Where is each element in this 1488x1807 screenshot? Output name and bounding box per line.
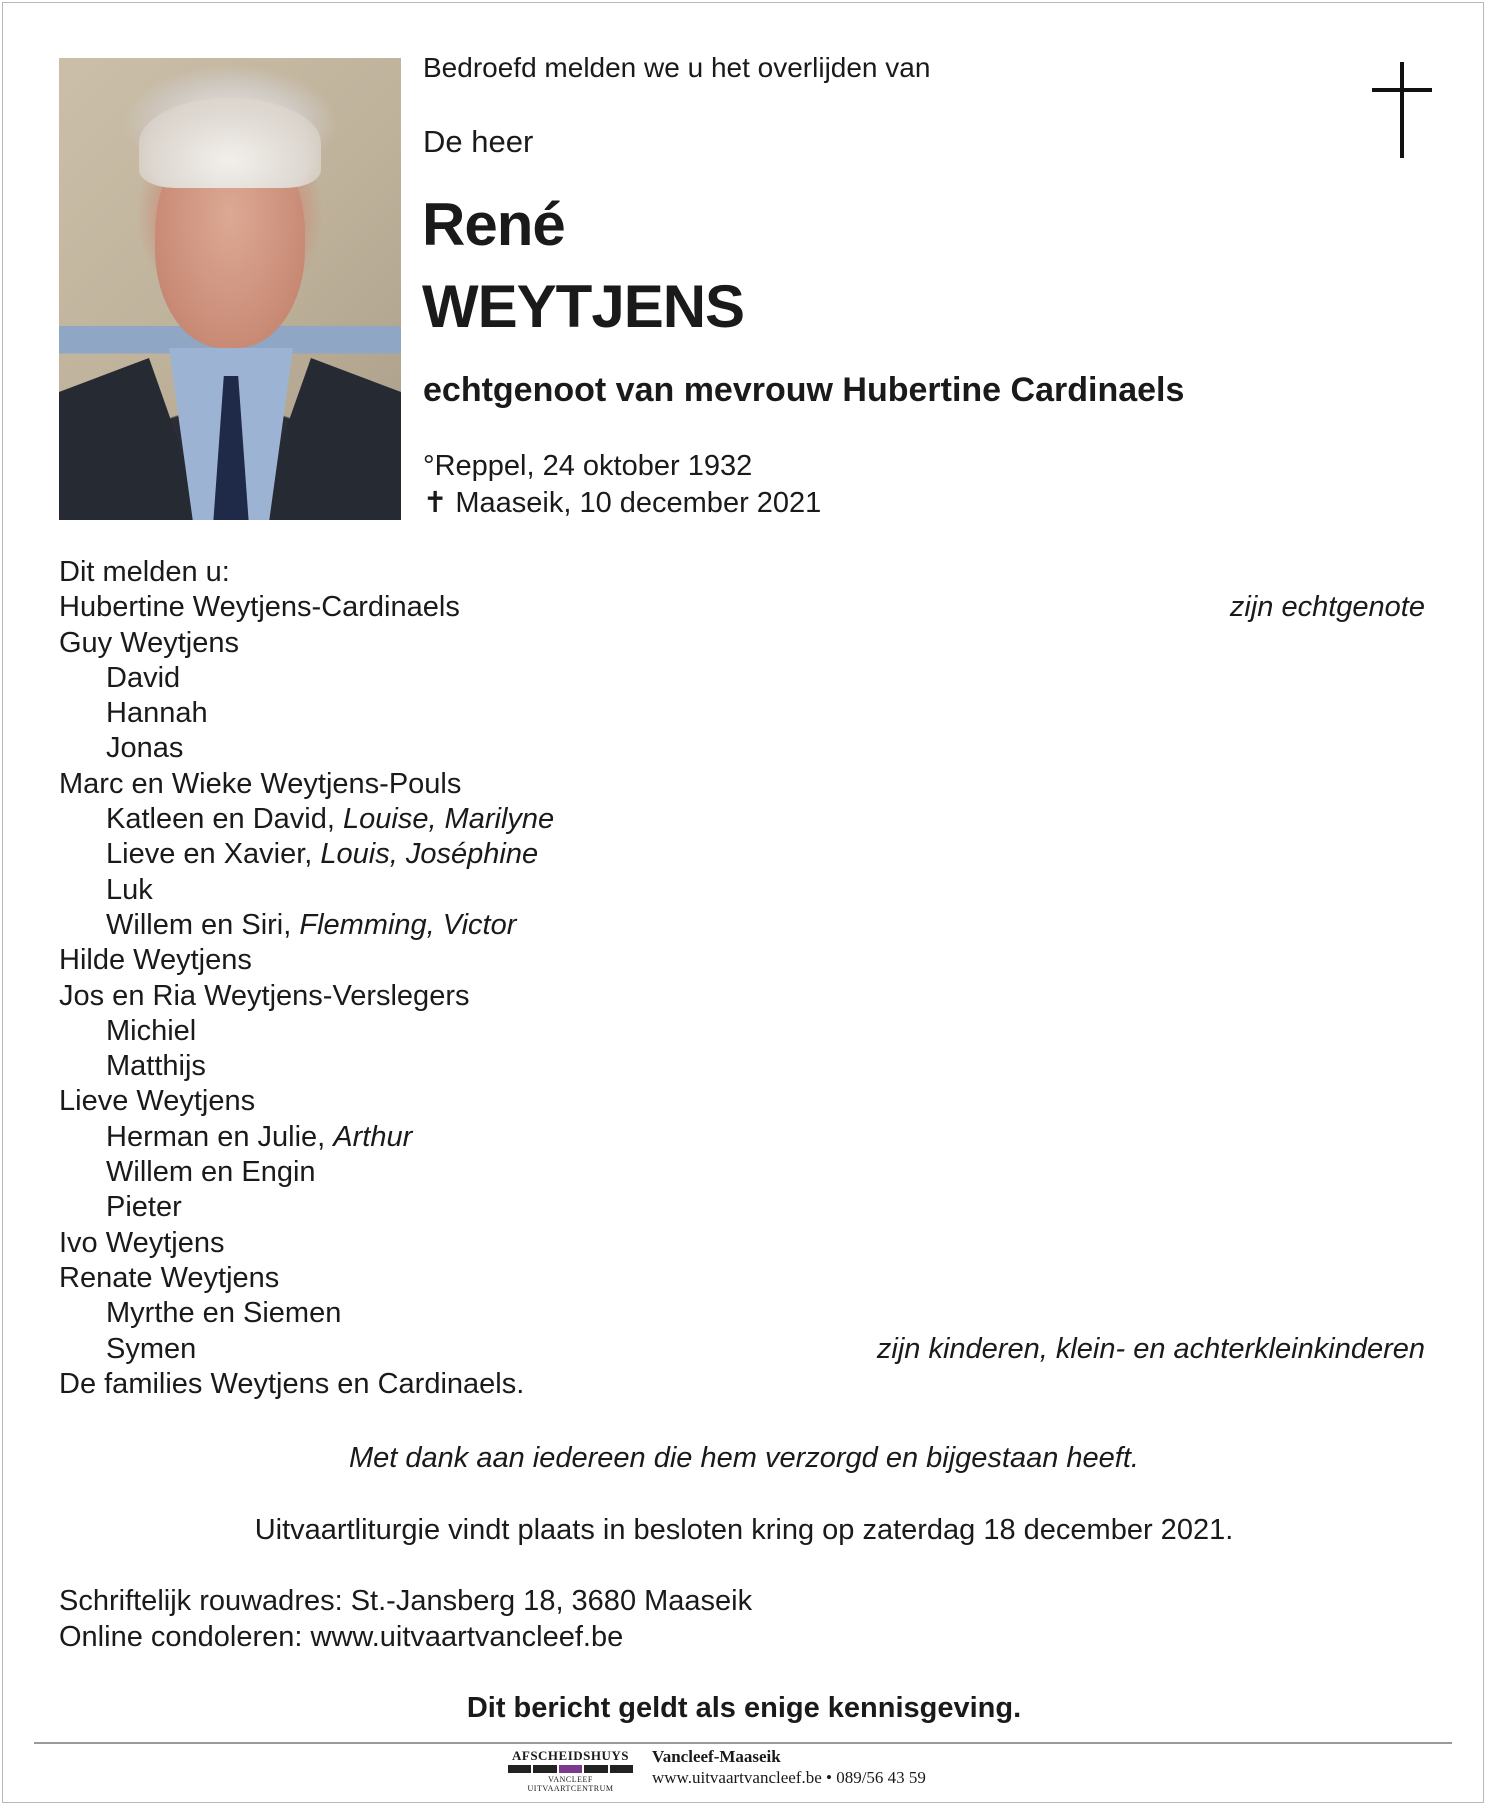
family-member-line bbox=[59, 1367, 1425, 1402]
notice-text: Dit bericht geldt als enige kennisgeving. bbox=[466, 1692, 1022, 1724]
family-member-line bbox=[59, 626, 1425, 661]
family-member-name: Jonas bbox=[106, 732, 184, 765]
family-member-line bbox=[59, 943, 1425, 978]
family-member-children: Flemming, Victor bbox=[299, 908, 517, 941]
family-member-line bbox=[59, 661, 1425, 696]
family-member-line bbox=[59, 908, 1425, 943]
last-name: WEYTJENS bbox=[422, 273, 745, 340]
portrait-photo bbox=[59, 58, 401, 520]
family-member-line bbox=[59, 590, 1425, 625]
family-member-line bbox=[59, 802, 1425, 837]
logo-subtitle: VANCLEEF UITVAARTCENTRUM bbox=[527, 1775, 614, 1793]
family-heading: Dit melden u: bbox=[59, 556, 230, 588]
family-member-line bbox=[59, 1120, 1425, 1155]
family-member-name: Herman en Julie, bbox=[106, 1120, 334, 1153]
family-member-name: Hannah bbox=[106, 697, 208, 730]
family-list bbox=[59, 555, 1425, 1402]
company-name: Vancleef-Maaseik bbox=[652, 1747, 781, 1766]
family-member-name: Marc en Wieke Weytjens-Pouls bbox=[59, 767, 462, 800]
family-member-name: Luk bbox=[106, 873, 153, 906]
family-member-line bbox=[59, 1296, 1425, 1331]
relation-note: zijn kinderen, klein- en achterkleinkinderen bbox=[876, 1332, 1425, 1365]
family-member-children: Louis, Joséphine bbox=[320, 838, 539, 871]
family-member-name: De families Weytjens en Cardinaels. bbox=[59, 1367, 525, 1400]
relation-note: zijn echtgenote bbox=[1229, 591, 1425, 624]
spouse-line: echtgenoot van mevrouw Hubertine Cardinaels bbox=[423, 371, 1185, 409]
family-member-line bbox=[59, 696, 1425, 731]
family-member-name: Lieve en Xavier, bbox=[106, 838, 321, 871]
family-member-name: Matthijs bbox=[106, 1050, 206, 1083]
family-member-line bbox=[59, 873, 1425, 908]
footer-divider bbox=[34, 1742, 1452, 1744]
family-member-line bbox=[59, 1226, 1425, 1261]
family-member-line bbox=[59, 1190, 1425, 1225]
family-member-line bbox=[59, 1014, 1425, 1049]
family-member-line bbox=[59, 837, 1425, 872]
company-contact: www.uitvaartvancleef.be • 089/56 43 59 bbox=[652, 1768, 926, 1787]
family-member-line bbox=[59, 979, 1425, 1014]
thanks-text: Met dank aan iedereen die hem verzorgd en bijgestaan heeft. bbox=[349, 1442, 1139, 1474]
family-member-name: Ivo Weytjens bbox=[59, 1226, 225, 1259]
intro-text: Bedroefd melden we u het overlijden van bbox=[423, 52, 931, 83]
family-member-name: Michiel bbox=[106, 1014, 197, 1047]
family-member-children: Louise, Marilyne bbox=[342, 803, 555, 836]
latin-cross-icon bbox=[1372, 62, 1432, 158]
family-member-name: David bbox=[106, 661, 181, 694]
family-member-name: Renate Weytjens bbox=[59, 1261, 280, 1294]
death-line: ✝ Maaseik, 10 december 2021 bbox=[423, 487, 822, 519]
family-member-name: Jos en Ria Weytjens-Verslegers bbox=[59, 979, 470, 1012]
family-member-name: Lieve Weytjens bbox=[59, 1085, 256, 1118]
family-member-name: Symen bbox=[106, 1332, 197, 1365]
family-member-name: Katleen en David, bbox=[106, 803, 343, 836]
logo-name: AFSCHEIDSHUYS bbox=[511, 1748, 630, 1763]
online-condolence: Online condoleren: www.uitvaartvancleef.be bbox=[59, 1621, 624, 1653]
honorific: De heer bbox=[423, 124, 534, 159]
family-member-line bbox=[59, 1155, 1425, 1190]
family-member-name: Pieter bbox=[106, 1191, 182, 1224]
birth-line: °Reppel, 24 oktober 1932 bbox=[423, 450, 753, 482]
family-member-line bbox=[59, 1261, 1425, 1296]
family-member-children: Arthur bbox=[333, 1120, 413, 1153]
family-member-name: Myrthe en Siemen bbox=[106, 1297, 342, 1330]
family-member-name: Hubertine Weytjens-Cardinaels bbox=[59, 591, 460, 624]
funeral-text: Uitvaartliturgie vindt plaats in besloten kring op zaterdag 18 december 2021. bbox=[254, 1514, 1234, 1546]
family-member-name: Guy Weytjens bbox=[59, 626, 239, 659]
family-member-line bbox=[59, 1332, 1425, 1367]
family-member-name: Willem en Engin bbox=[106, 1156, 316, 1189]
first-name: René bbox=[422, 191, 565, 258]
family-member-line bbox=[59, 1049, 1425, 1084]
family-member-line bbox=[59, 1084, 1425, 1119]
family-member-line bbox=[59, 767, 1425, 802]
family-member-line bbox=[59, 731, 1425, 766]
family-member-name: Willem en Siri, bbox=[106, 908, 300, 941]
mourning-address: Schriftelijk rouwadres: St.-Jansberg 18, 3680 Maaseik bbox=[59, 1585, 753, 1617]
family-member-name: Hilde Weytjens bbox=[59, 944, 252, 977]
funeral-home-logo bbox=[508, 1748, 633, 1793]
